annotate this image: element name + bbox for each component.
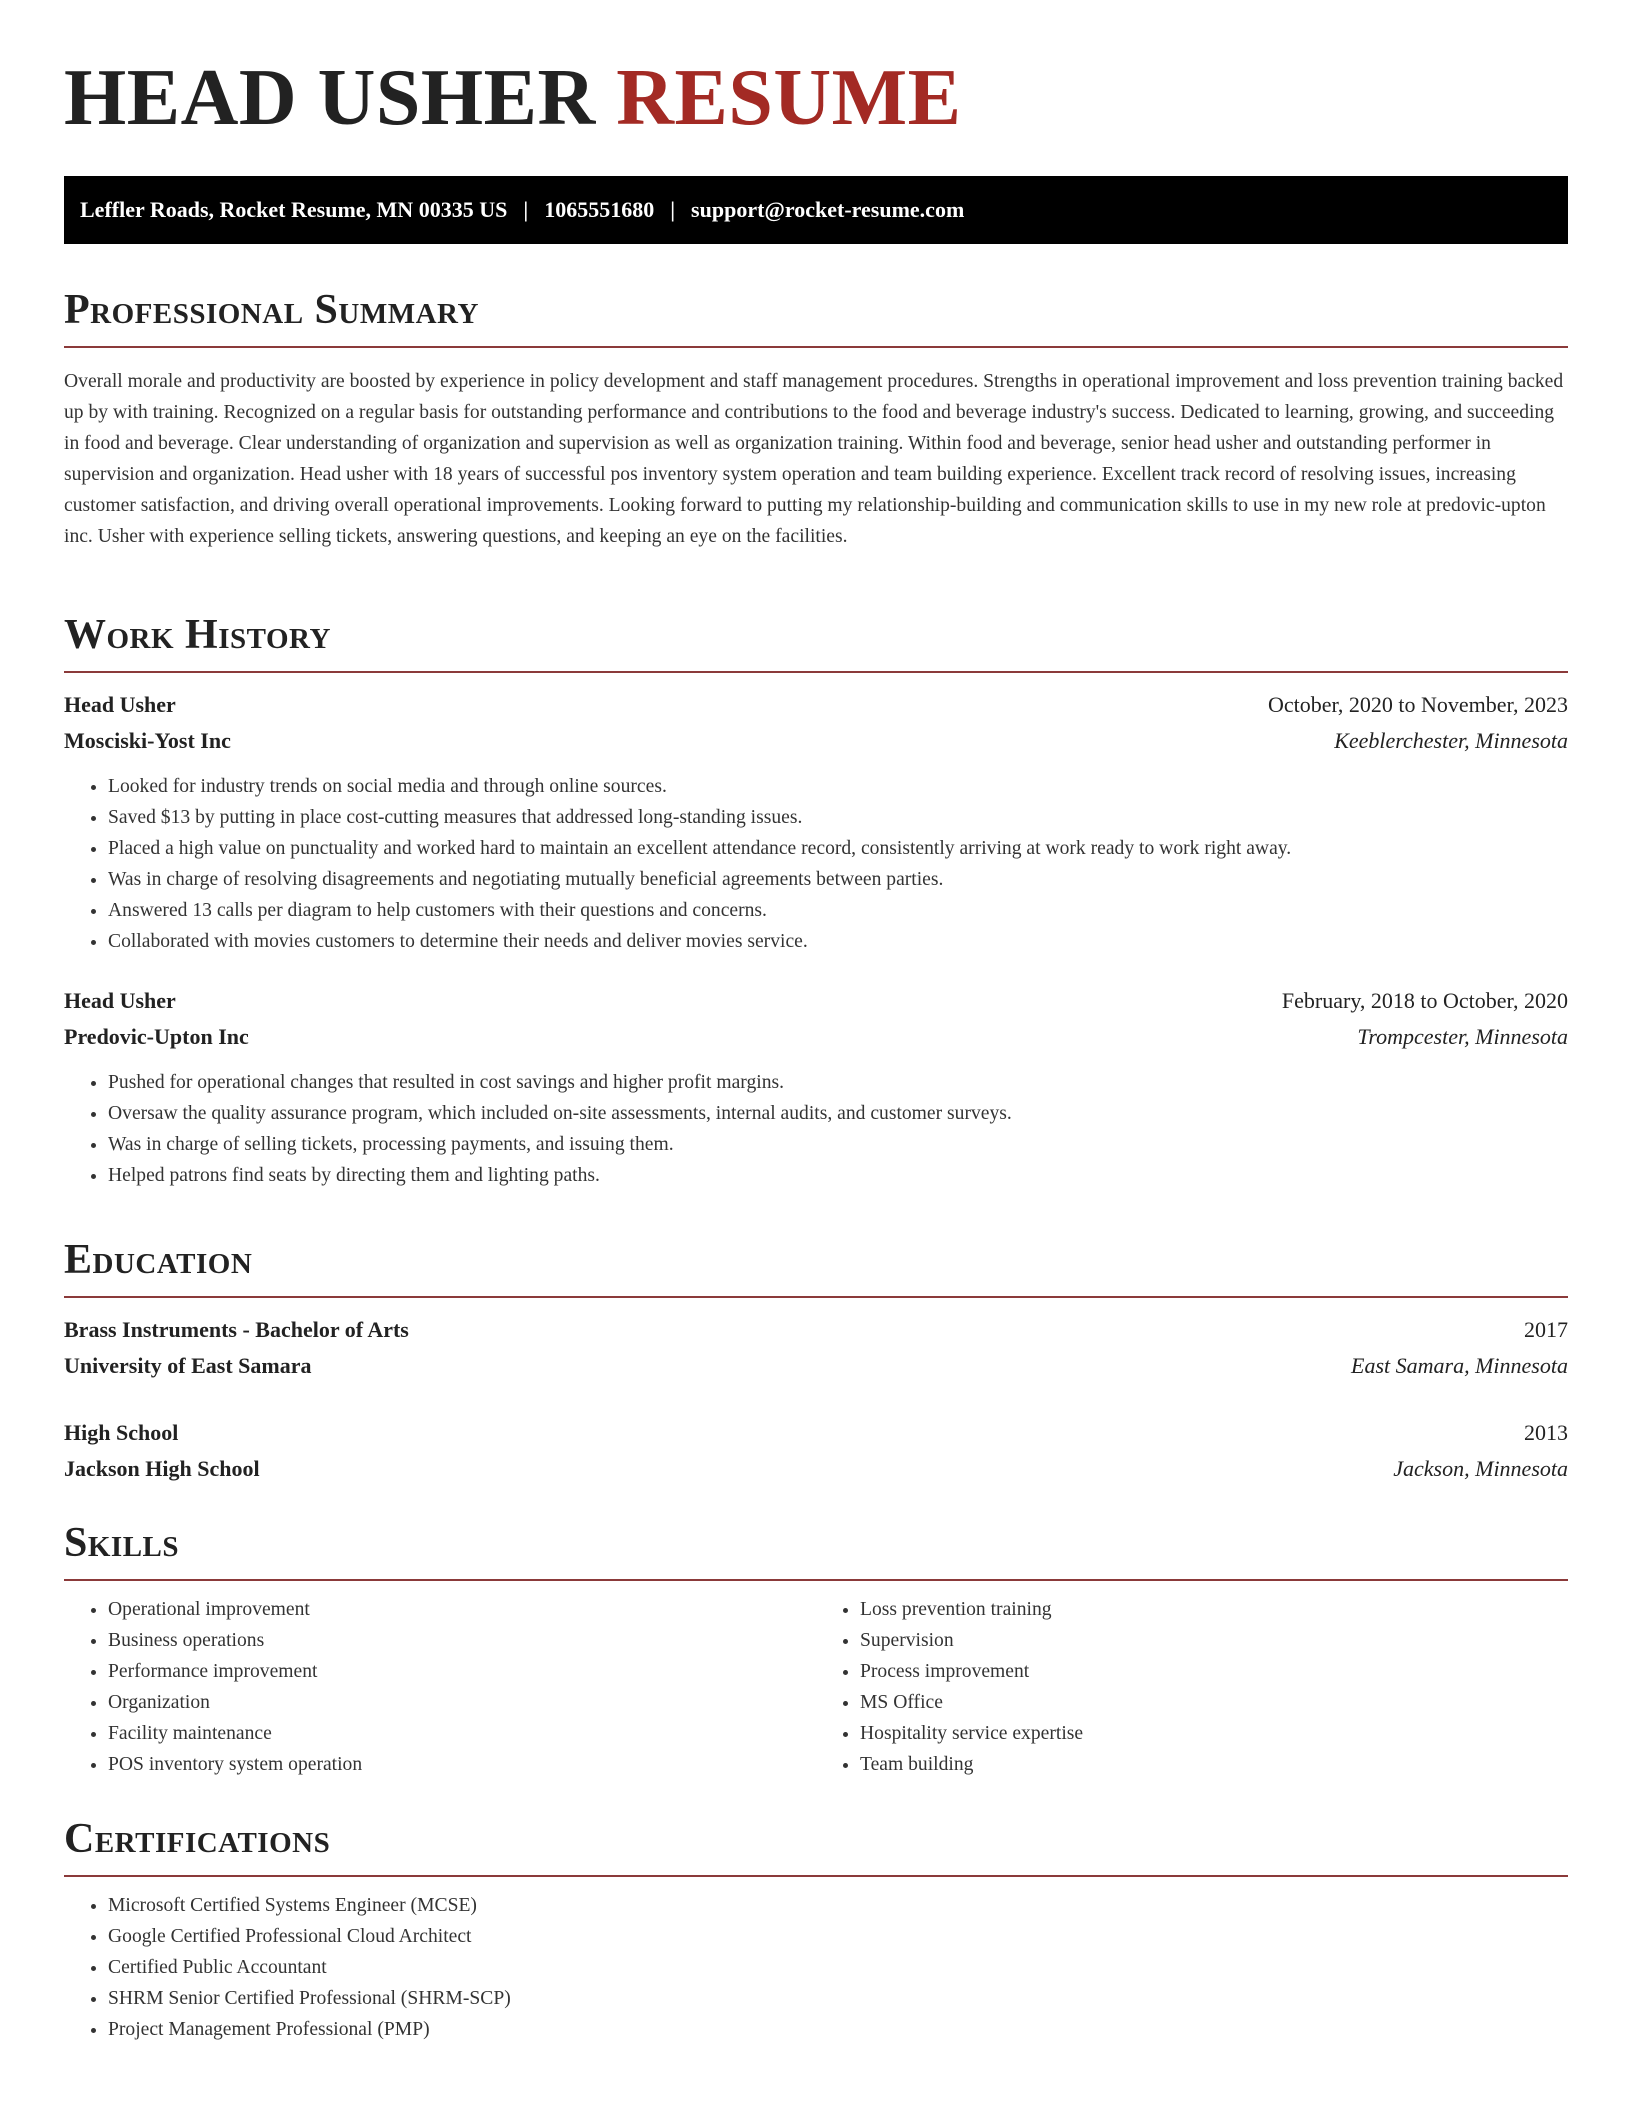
contact-separator: | [523,197,529,222]
list-item: • Facility maintenance [108,1718,816,1749]
education-entry [64,1415,1568,1487]
list-item: • Performance improvement [108,1656,816,1687]
job-bullets [64,1067,1568,1191]
section-rule [64,346,1568,348]
skills-columns [64,1594,1568,1780]
contact-bar [64,176,1568,244]
section-rule [64,1579,1568,1581]
education-header-row [64,1312,1568,1348]
education-year: 2013 [1524,1420,1568,1446]
list-item: • Process improvement [860,1656,1568,1687]
education-location: East Samara, Minnesota [1351,1353,1568,1379]
list-item: • Was in charge of selling tickets, processing payments, and issuing them. [108,1129,1568,1160]
education-school: Jackson High School [64,1456,260,1482]
education-degree: Brass Instruments - Bachelor of Arts [64,1317,409,1343]
education-year: 2017 [1524,1317,1568,1343]
list-item: • Business operations [108,1625,816,1656]
list-item: • Saved $13 by putting in place cost-cutting measures that addressed long-standing issues. [108,802,1568,833]
list-item: • Microsoft Certified Systems Engineer (MCSE) [108,1890,1568,1921]
list-item: • Placed a high value on punctuality and worked hard to maintain an excellent attendance record, consistently arriving at work ready to work right away. [108,833,1568,864]
section-title-skills: Skills [64,1520,180,1566]
job-header-row [64,687,1568,723]
job-company: Mosciski-Yost Inc [64,728,231,754]
job-dates: February, 2018 to October, 2020 [1281,988,1568,1014]
job-header-row [64,983,1568,1019]
list-item: • Answered 13 calls per diagram to help customers with their questions and concerns. [108,895,1568,926]
list-item: • Supervision [860,1625,1568,1656]
contact-email[interactable]: support@rocket-resume.com [691,197,965,222]
skills-list-right [816,1594,1568,1780]
list-item: • Helped patrons find seats by directing them and lighting paths. [108,1160,1568,1191]
certifications-list [64,1890,1568,2045]
certifications-section [64,1815,1568,2045]
summary-text: Overall morale and productivity are boosted by experience in policy development and staff management procedures. Strengths in operational improvement and loss prevention training backed up by with training. Recognized on a regular basis for outstanding performance and contributions to the food and beverage industry's success. Dedicated to learning, growing, and succeeding in food and beverage. Clear understanding of organization and supervision as well as organization training. Within food and beverage, senior head usher and outstanding performer in supervision and organization. Head usher with 18 years of successful pos inventory system operation and team building experience. Excellent track record of resolving issues, increasing customer satisfaction, and driving overall operational improvements. Looking forward to putting my relationship-building and communication skills to use in my new role at predovic-upton inc. Usher with experience selling tickets, answering questions, and keeping an eye on the facilities. [64,371,1564,548]
section-title-education: Education [64,1237,253,1283]
skills-list-left [64,1594,816,1780]
list-item: • Project Management Professional (PMP) [108,2014,1568,2045]
section-rule [64,671,1568,673]
job-company-row [64,1019,1568,1055]
education-header-row [64,1415,1568,1451]
list-item: • SHRM Senior Certified Professional (SHRM-SCP) [108,1983,1568,2014]
job-entry [64,983,1568,1191]
job-location: Keeblerchester, Minnesota [1334,728,1568,754]
job-dates: October, 2020 to November, 2023 [1267,692,1568,718]
list-item: • Organization [108,1687,816,1718]
list-item: • Team building [860,1749,1568,1780]
job-company: Predovic-Upton Inc [64,1024,249,1050]
contact-separator: | [670,197,676,222]
list-item: • Certified Public Accountant [108,1952,1568,1983]
summary-section [64,286,1568,552]
education-entry [64,1312,1568,1384]
list-item: • Was in charge of resolving disagreements and negotiating mutually beneficial agreements between parties. [108,864,1568,895]
job-bullets [64,771,1568,957]
list-item: • Looked for industry trends on social media and through online sources. [108,771,1568,802]
list-item: • Collaborated with movies customers to determine their needs and deliver movies service. [108,926,1568,957]
list-item: • POS inventory system operation [108,1749,816,1780]
job-role: Head Usher [64,988,176,1014]
section-rule [64,1875,1568,1877]
education-section [64,1236,1568,1487]
list-item: • Loss prevention training [860,1594,1568,1625]
list-item: • Oversaw the quality assurance program, which included on-site assessments, internal audits, and customer surveys. [108,1098,1568,1129]
section-rule [64,1296,1568,1298]
skills-section [64,1519,1568,1780]
education-school-row [64,1348,1568,1384]
list-item: • MS Office [860,1687,1568,1718]
resume-title [64,54,962,142]
education-degree: High School [64,1420,179,1446]
title-accent: RESUME [616,54,962,142]
education-location: Jackson, Minnesota [1393,1456,1568,1482]
list-item: • Operational improvement [108,1594,816,1625]
work-history-section [64,611,1568,1191]
section-title-work-history: Work History [64,612,331,658]
education-school: University of East Samara [64,1353,312,1379]
job-role: Head Usher [64,692,176,718]
job-entry [64,687,1568,957]
list-item: • Pushed for operational changes that resulted in cost savings and higher profit margins. [108,1067,1568,1098]
job-location: Trompcester, Minnesota [1357,1024,1568,1050]
list-item: • Hospitality service expertise [860,1718,1568,1749]
section-title-summary: Professional Summary [64,287,479,333]
job-company-row [64,723,1568,759]
contact-address: Leffler Roads, Rocket Resume, MN 00335 US [80,197,508,222]
section-title-certifications: Certifications [64,1816,331,1862]
education-school-row [64,1451,1568,1487]
list-item: • Google Certified Professional Cloud Architect [108,1921,1568,1952]
title-main: HEAD USHER [64,54,596,142]
contact-phone[interactable]: 1065551680 [544,197,655,222]
